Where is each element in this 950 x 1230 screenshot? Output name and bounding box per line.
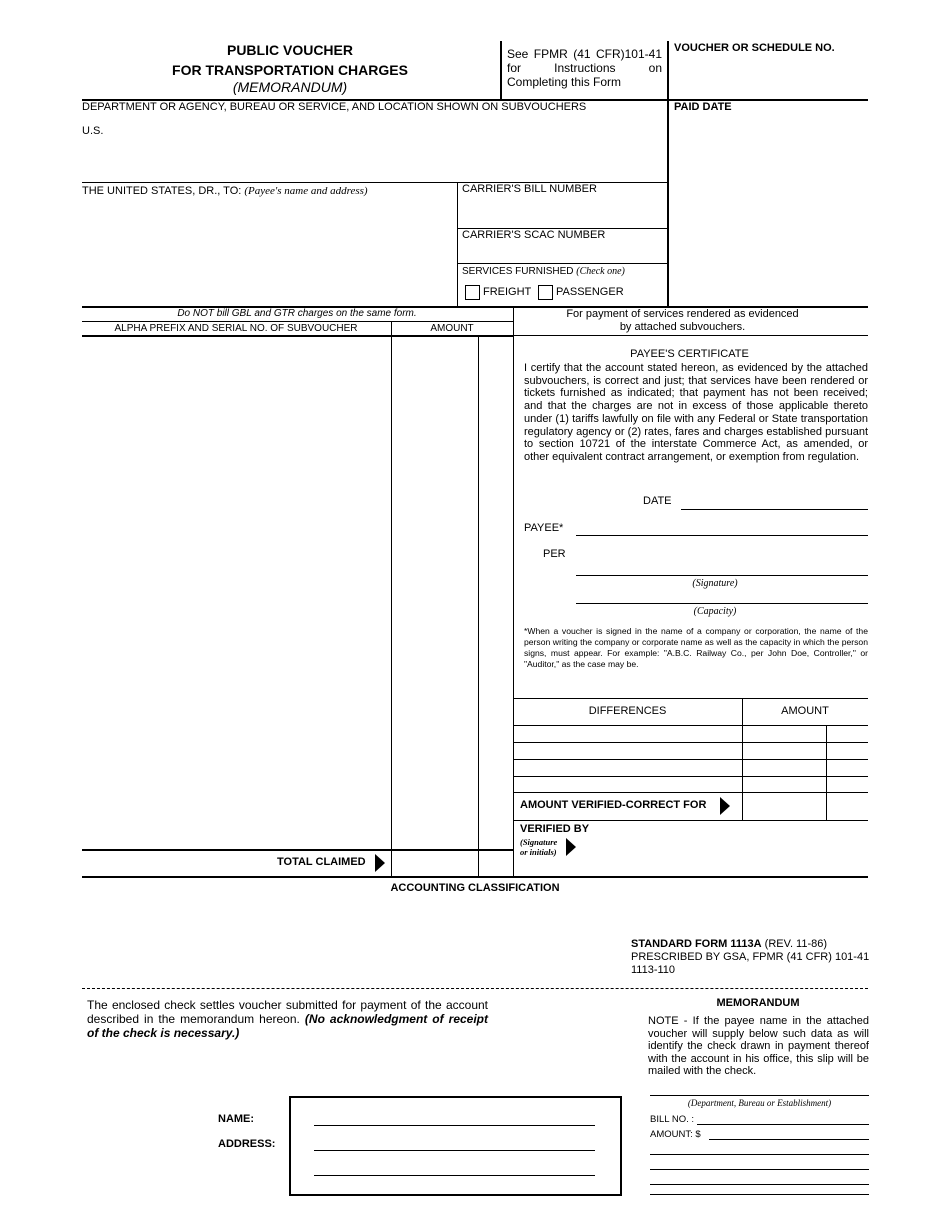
differences-row-rule-5 <box>513 792 868 793</box>
total-claimed-label: TOTAL CLAIMED <box>277 856 366 868</box>
gbl-gtr-note: Do NOT bill GBL and GTR charges on the same form. <box>177 308 417 319</box>
certificate-title: PAYEE'S CERTIFICATE <box>630 348 749 360</box>
form-code: 1113-110 <box>631 964 676 976</box>
total-claimed-field[interactable] <box>393 852 511 876</box>
payment-note: For payment of services rendered as evidenced by attached subvouchers. <box>566 308 799 333</box>
form-title-line1: PUBLIC VOUCHER <box>226 42 353 58</box>
col-prefix-header: ALPHA PREFIX AND SERIAL NO. OF SUBVOUCHER <box>114 323 358 334</box>
payment-note-rule <box>513 335 868 336</box>
subvoucher-col-divider <box>391 321 392 877</box>
department-label: DEPARTMENT OR AGENCY, BUREAU OR SERVICE, AND LOCATION SHOWN ON SUBVOUCHERS <box>82 101 587 113</box>
differences-amount-header: AMOUNT <box>781 705 829 717</box>
freight-checkbox[interactable] <box>465 285 480 300</box>
per-label: PER <box>543 548 566 560</box>
mailing-address-box <box>289 1096 622 1196</box>
payee-address-label <box>82 185 368 198</box>
date-label: DATE <box>643 495 672 507</box>
carrier-bill-label: CARRIER'S BILL NUMBER <box>462 183 597 195</box>
carrier-scac-label: CARRIER'S SCAC NUMBER <box>462 229 606 241</box>
accounting-classification-field[interactable] <box>82 898 622 978</box>
services-furnished-label <box>462 265 625 278</box>
capacity-line[interactable] <box>576 603 868 604</box>
total-bottom-rule <box>82 876 868 878</box>
name-line[interactable] <box>314 1125 595 1126</box>
memo-blank-line-2[interactable] <box>650 1169 869 1170</box>
payee-sign-label: PAYEE* <box>524 522 564 534</box>
verified-by-field[interactable] <box>585 823 867 873</box>
accounting-classification-label: ACCOUNTING CLASSIFICATION <box>390 882 560 894</box>
prescribed-by: PRESCRIBED BY GSA, FPMR (41 CFR) 101-41 <box>631 951 870 963</box>
differences-header: DIFFERENCES <box>588 705 667 717</box>
enclosed-emphasis: (No acknowledgment of receipt of the check is necessary.) <box>87 1012 488 1040</box>
department-stub-line[interactable] <box>650 1095 869 1096</box>
memo-title: MEMORANDUM <box>716 997 800 1009</box>
form-title-line2: FOR TRANSPORTATION CHARGES <box>172 62 408 78</box>
date-line[interactable] <box>681 509 868 510</box>
carrier-scac-field[interactable] <box>459 243 665 261</box>
bill-no-label: BILL NO. : <box>650 1114 694 1125</box>
enclosed-check-text <box>87 998 488 1040</box>
voucher-number-label: VOUCHER OR SCHEDULE NO. <box>674 42 835 54</box>
address-line-1[interactable] <box>314 1150 595 1151</box>
amount-verified-label: AMOUNT VERIFIED-CORRECT FOR <box>520 799 707 811</box>
amount-label: AMOUNT: $ <box>650 1129 701 1140</box>
verified-amount-rule <box>513 820 868 821</box>
verified-by-hint-2: or initials) <box>520 847 557 857</box>
verified-arrow-icon <box>720 797 730 815</box>
differences-amounts[interactable] <box>744 727 867 791</box>
payee-address-field[interactable] <box>82 200 454 304</box>
department-value[interactable]: U.S. <box>82 125 104 137</box>
voucher-number-field[interactable] <box>669 56 868 96</box>
tear-line <box>82 988 868 989</box>
passenger-label: PASSENGER <box>556 286 624 298</box>
passenger-checkbox[interactable] <box>538 285 553 300</box>
signature-hint: (Signature) <box>692 578 738 589</box>
form-name: STANDARD FORM 1113A <box>631 938 762 950</box>
carrier-divider <box>457 182 458 306</box>
capacity-hint: (Capacity) <box>693 606 737 617</box>
col-amount-header: AMOUNT <box>430 323 474 334</box>
services-label-text: SERVICES FURNISHED <box>462 266 574 277</box>
payee-hint: (Payee's name and address) <box>244 185 368 197</box>
verified-by-arrow-icon <box>566 838 576 856</box>
memo-blank-line-3[interactable] <box>650 1184 869 1185</box>
paid-date-label: PAID DATE <box>674 101 732 113</box>
memo-blank-line-4[interactable] <box>650 1194 869 1195</box>
instructions-divider <box>500 41 502 99</box>
payee-label-text: THE UNITED STATES, DR., TO: <box>82 185 242 197</box>
form-title-line3: (MEMORANDUM) <box>232 79 348 95</box>
total-arrow-icon <box>375 854 385 872</box>
signature-line[interactable] <box>576 575 868 576</box>
amount-verified-field[interactable] <box>744 794 867 819</box>
enclosed-text: The enclosed check settles voucher submitted for payment of the account described in the memorandum hereon. <box>87 998 488 1026</box>
memo-blank-line-1[interactable] <box>650 1154 869 1155</box>
amount-line[interactable] <box>709 1139 869 1140</box>
instructions-text: See FPMR (41 CFR)101-41 for Instructions on Completing this Form <box>507 47 662 89</box>
address-line-2[interactable] <box>314 1175 595 1176</box>
total-top-rule <box>82 849 513 851</box>
freight-label: FREIGHT <box>483 286 532 298</box>
standard-form-label <box>631 938 827 951</box>
bill-no-line[interactable] <box>697 1124 869 1125</box>
department-hint: (Department, Bureau or Establishment) <box>687 1098 832 1108</box>
payee-sign-line[interactable] <box>576 535 868 536</box>
memo-note: NOTE - If the payee name in the attached voucher will supply below such data as will identify the check drawn in payment thereof with the account in his office, this slip will be mailed with the check. <box>648 1015 869 1077</box>
subvoucher-amount-column[interactable] <box>393 337 511 847</box>
name-label: NAME: <box>218 1113 255 1125</box>
carrier-scac-rule <box>457 263 667 264</box>
carrier-bill-field[interactable] <box>459 197 665 227</box>
certificate-text: I certify that the account stated hereon, as evidenced by the attached subvouchers, is correct and just; that services have been rendered or tickets furnished as indicated; that payment has not been received; and that the charges are not in excess of those applicable thereto under (1) tariffs lawfully on file with any Federal or State transportation regulatory agency or (2) rates, fares and charges established pursuant to section 10721 of the interstate Commerce Act, as amended, or other equivalent contract arrangement, or exemption from regulation. <box>524 362 868 463</box>
subvoucher-prefix-column[interactable] <box>82 337 390 847</box>
form-revision: (REV. 11-86) <box>764 938 828 950</box>
differences-top-rule <box>513 698 868 699</box>
verified-by-hint-1: (Signature <box>520 837 558 847</box>
paid-date-field[interactable] <box>669 116 868 304</box>
differences-entries[interactable] <box>515 727 741 791</box>
verified-by-label: VERIFIED BY <box>520 823 590 835</box>
certificate-footnote: *When a voucher is signed in the name of a company or corporation, the name of the person writing the company or corporate name as well as the capacity in which the person signs, must appear. For example: "A.B.C. Railway Co., per John Doe, Controller," or "Auditor," as the case may be. <box>524 626 868 669</box>
services-hint: (Check one) <box>576 266 625 277</box>
differences-row-rule-1 <box>513 725 868 726</box>
address-label: ADDRESS: <box>218 1138 276 1150</box>
